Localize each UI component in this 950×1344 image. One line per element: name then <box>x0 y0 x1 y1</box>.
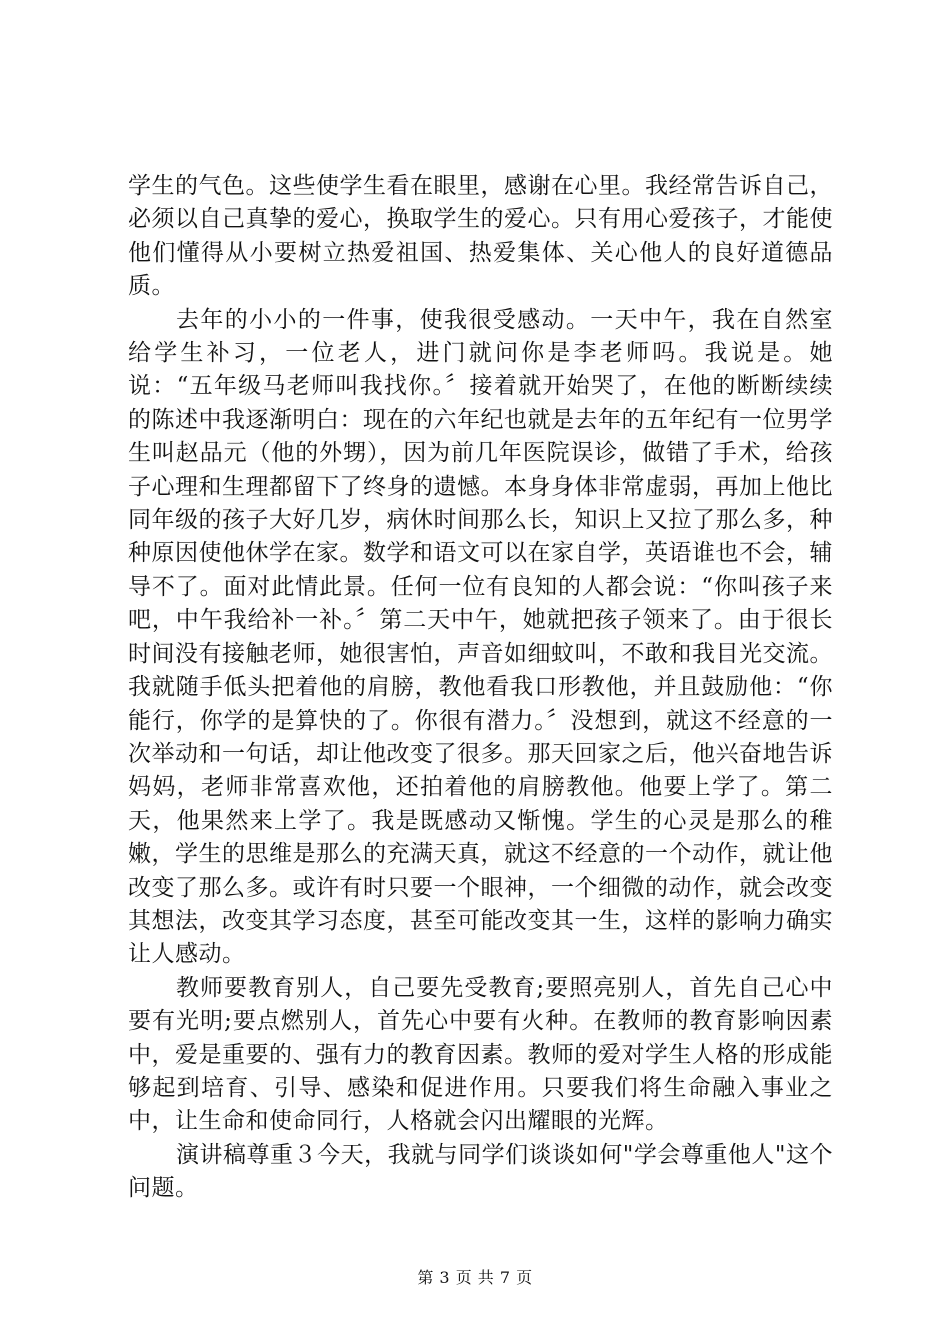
paragraph-continuation: 学生的气色。这些使学生看在眼里，感谢在心里。我经常告诉自己，必须以自己真挚的爱心，换取学生的爱心。只有用心爱孩子，才能使他们懂得从小要树立热爱祖国、热爱集体、关心他人的良好道德品质。 <box>128 173 833 300</box>
paragraph-story: 去年的小小的一件事，使我很受感动。一天中午，我在自然室给学生补习，一位老人，进门就问你是李老师吗。我说是。她说：“五年级马老师叫我找你。〞接着就开始哭了，在他的断断续续的陈述中我逐渐明白：现在的六年纪也就是去年的五年纪有一位男学生叫赵品元（他的外甥），因为前几年医院误诊，做错了手术，给孩子心理和生理都留下了终身的遗憾。本身身体非常虚弱，再加上他比同年级的孩子大好几岁，病休时间那么长，知识上又拉了那么多，种种原因使他休学在家。数学和语文可以在家自学，英语谁也不会，辅导不了。面对此情此景。任何一位有良知的人都会说：“你叫孩子来吧，中午我给补一补。〞第二天中午，她就把孩子领来了。由于很长时间没有接触老师，她很害怕，声音如细蚊叫，不敢和我目光交流。我就随手低头把着他的肩膀，教他看我口形教他，并且鼓励他：“你能行，你学的是算快的了。你很有潜力。〞没想到，就这不经意的一次举动和一句话，却让他改变了很多。那天回家之后，他兴奋地告诉妈妈，老师非常喜欢他，还拍着他的肩膀教他。他要上学了。第二天，他果然来上学了。我是既感动又惭愧。学生的心灵是那么的稚嫩，学生的思维是那么的充满天真，就这不经意的一个动作，就让他改变了那么多。或许有时只要一个眼神，一个细微的动作，就会改变其想法，改变其学习态度，甚至可能改变其一生，这样的影响力确实让人感动。 <box>128 306 833 968</box>
document-body <box>128 170 833 1206</box>
paragraph-speech-intro: 演讲稿尊重３今天，我就与同学们谈谈如何"学会尊重他人"这个问题。 <box>128 1141 833 1202</box>
paragraph-teacher-love: 教师要教育别人，自己要先受教育;要照亮别人，首先自己心中要有光明;要点燃别人，首先心中要有火种。在教师的教育影响因素中，爱是重要的、强有力的教育因素。教师的爱对学生人格的形成能够起到培育、引导、感染和促进作用。只要我们将生命融入事业之中，让生命和使命同行，人格就会闪出耀眼的光辉。 <box>128 974 833 1135</box>
page-number-footer: 第 3 页 共 7 页 <box>417 1268 533 1287</box>
